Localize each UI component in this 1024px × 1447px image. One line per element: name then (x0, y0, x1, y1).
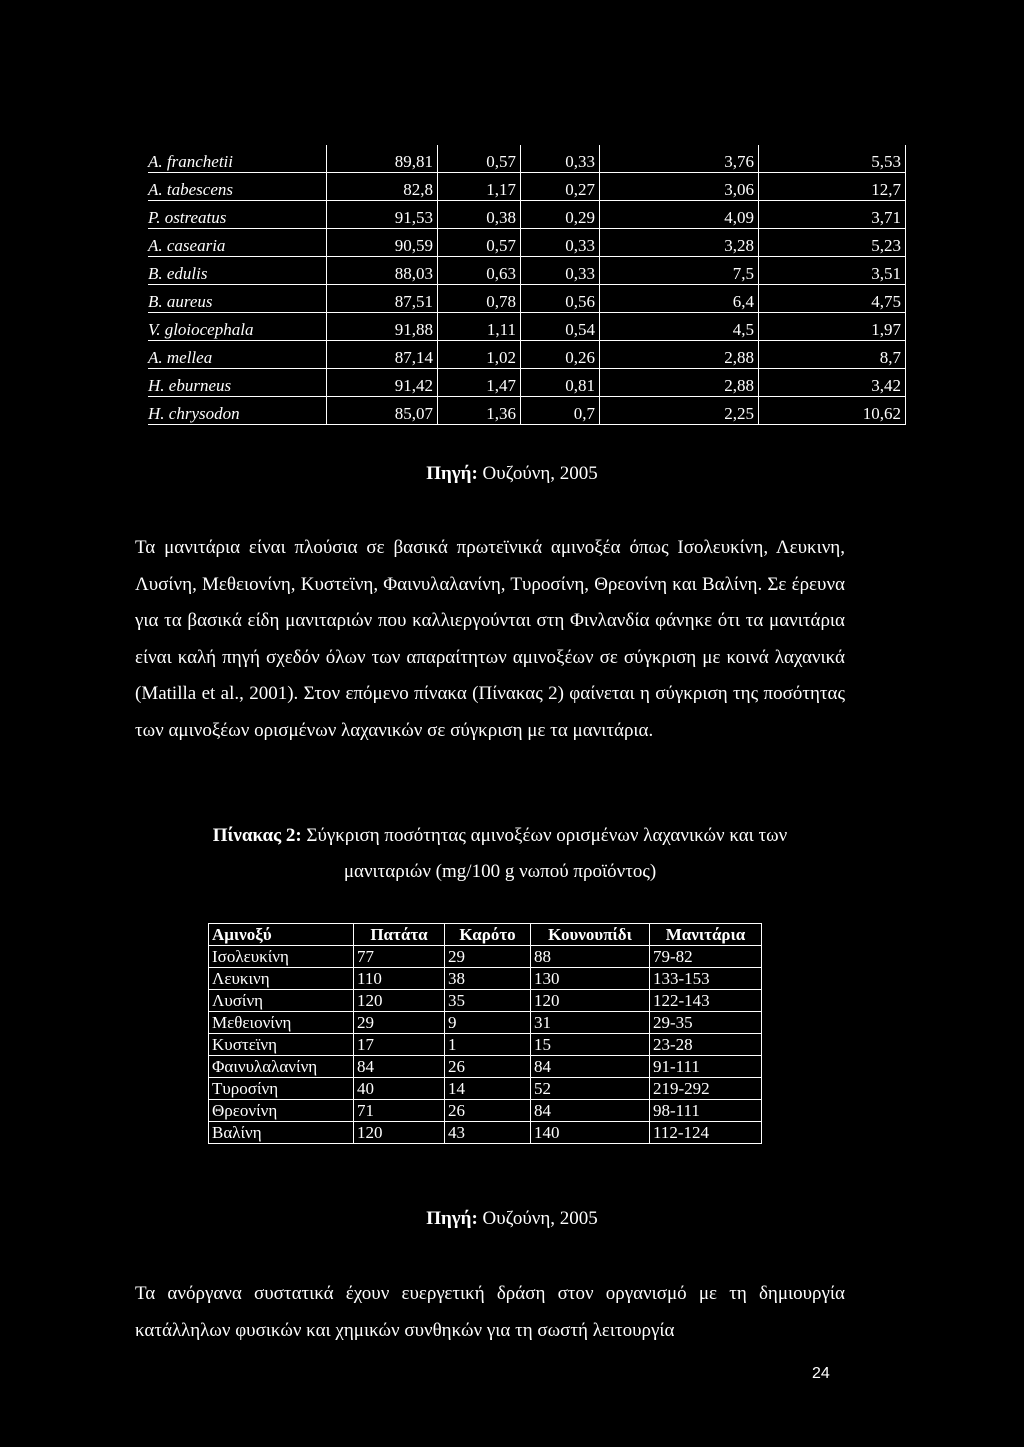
table-cell: 9 (445, 1012, 531, 1034)
table-cell: 31 (531, 1012, 650, 1034)
table-cell: 3,28 (600, 229, 759, 257)
table-cell: 140 (531, 1122, 650, 1144)
table-row (209, 1078, 762, 1100)
table-cell: 0,33 (521, 229, 600, 257)
table-cell: 1,36 (438, 397, 521, 425)
table-cell: 91,42 (327, 369, 438, 397)
table-cell: 87,14 (327, 341, 438, 369)
table2-title-label: Πίνακας 2: (212, 825, 302, 846)
amino-acid-name: Ισολευκίνη (209, 946, 354, 968)
table-cell: 29 (445, 946, 531, 968)
table-cell: 1,11 (438, 313, 521, 341)
table-cell: 1,17 (438, 173, 521, 201)
table-row (209, 990, 762, 1012)
table-cell: 0,57 (438, 229, 521, 257)
table-cell: 23-28 (650, 1034, 762, 1056)
table-cell: 0,29 (521, 201, 600, 229)
table-row (209, 1122, 762, 1144)
table-cell: 77 (354, 946, 445, 968)
table-cell: 1,97 (759, 313, 906, 341)
page-number: 24 (812, 1365, 830, 1382)
table-cell: 26 (445, 1100, 531, 1122)
table-cell: 82,8 (327, 173, 438, 201)
table-cell: 2,88 (600, 341, 759, 369)
table-cell: 5,23 (759, 229, 906, 257)
table-cell: 120 (531, 990, 650, 1012)
column-header: Καρότο (445, 924, 531, 946)
source-text: Ουζούνη, 2005 (477, 463, 598, 484)
amino-acid-name: Μεθειονίνη (209, 1012, 354, 1034)
table-cell: 2,88 (600, 369, 759, 397)
amino-acid-name: Λυσίνη (209, 990, 354, 1012)
column-header: Κουνουπίδι (531, 924, 650, 946)
table-row (148, 369, 906, 397)
table-cell: 0,33 (521, 257, 600, 285)
table-cell: 130 (531, 968, 650, 990)
table-row (148, 173, 906, 201)
amino-acid-comparison-table (208, 923, 762, 1144)
table-cell: 3,71 (759, 201, 906, 229)
species-name: A. mellea (148, 341, 327, 369)
table-cell: 6,4 (600, 285, 759, 313)
table-row (148, 229, 906, 257)
table2-source (0, 1208, 1024, 1230)
table-cell: 88 (531, 946, 650, 968)
table-cell: 0,78 (438, 285, 521, 313)
amino-acid-name: Φαινυλαλανίνη (209, 1056, 354, 1078)
table-cell: 133-153 (650, 968, 762, 990)
amino-acid-name: Κυστεϊνη (209, 1034, 354, 1056)
table-cell: 0,33 (521, 145, 600, 173)
table-cell: 110 (354, 968, 445, 990)
species-name: A. franchetii (148, 145, 327, 173)
table-cell: 3,42 (759, 369, 906, 397)
table-cell: 98-111 (650, 1100, 762, 1122)
table2-title-line2: μανιταριών (mg/100 g νωπού προϊόντος) (343, 861, 657, 882)
table-row (209, 1012, 762, 1034)
table-cell: 88,03 (327, 257, 438, 285)
table-cell: 35 (445, 990, 531, 1012)
source-text: Ουζούνη, 2005 (477, 1208, 598, 1229)
species-name: V. gloiocephala (148, 313, 327, 341)
table-cell: 0,27 (521, 173, 600, 201)
table-cell: 120 (354, 990, 445, 1012)
table-cell: 15 (531, 1034, 650, 1056)
amino-acid-name: Τυροσίνη (209, 1078, 354, 1100)
table-cell: 91-111 (650, 1056, 762, 1078)
table-cell: 8,7 (759, 341, 906, 369)
amino-acid-name: Βαλίνη (209, 1122, 354, 1144)
column-header: Αμινοξύ (209, 924, 354, 946)
column-header: Πατάτα (354, 924, 445, 946)
table-cell: 43 (445, 1122, 531, 1144)
table-cell: 0,57 (438, 145, 521, 173)
table-cell: 0,38 (438, 201, 521, 229)
table-row (209, 946, 762, 968)
amino-acid-name: Λευκινη (209, 968, 354, 990)
table-cell: 91,88 (327, 313, 438, 341)
table-cell: 91,53 (327, 201, 438, 229)
table-row (209, 1034, 762, 1056)
table-cell: 52 (531, 1078, 650, 1100)
table-row (148, 201, 906, 229)
species-name: A. casearia (148, 229, 327, 257)
table-row (148, 397, 906, 425)
table-row (148, 285, 906, 313)
table-row (148, 257, 906, 285)
species-name: H. chrysodon (148, 397, 327, 425)
table-cell: 79-82 (650, 946, 762, 968)
table2-title-line1: Σύγκριση ποσότητας αμινοξέων ορισμένων λαχανικών και των (301, 825, 788, 846)
table-cell: 2,25 (600, 397, 759, 425)
table-cell: 38 (445, 968, 531, 990)
mushroom-composition-table (148, 145, 906, 425)
table-cell: 5,53 (759, 145, 906, 173)
species-name: H. eburneus (148, 369, 327, 397)
table-cell: 3,76 (600, 145, 759, 173)
table-cell: 17 (354, 1034, 445, 1056)
source-label: Πηγή: (426, 463, 478, 484)
table-cell: 0,26 (521, 341, 600, 369)
table-row (209, 968, 762, 990)
table-cell: 120 (354, 1122, 445, 1144)
table-cell: 3,51 (759, 257, 906, 285)
table-cell: 29 (354, 1012, 445, 1034)
species-name: B. aureus (148, 285, 327, 313)
table2-title (150, 818, 850, 890)
table-row (209, 1100, 762, 1122)
body-paragraph: Τα μανιτάρια είναι πλούσια σε βασικά πρωτεϊνικά αμινοξέα όπως Ισολευκίνη, Λευκινη, Λυσίνη, Μεθειονίνη, Κυστεϊνη, Φαινυλαλανίνη, Τυροσίνη, Θρεονίνη και Βαλίνη. Σε έρευνα για τα βασικά είδη μανιταριών που καλλιεργούνται στη Φινλανδία φάνηκε ότι τα μανιτάρια είναι καλή πηγή σχεδόν όλων των απαραίτητων αμινοξέων σε σύγκριση με κοινά λαχανικά (Matilla et al., 2001). Στον επόμενο πίνακα (Πίνακας 2) φαίνεται η σύγκριση της ποσότητας των αμινοξέων ορισμένων λαχανικών σε σύγκριση με τα μανιτάρια. (135, 537, 845, 741)
table-cell: 10,62 (759, 397, 906, 425)
table-cell: 12,7 (759, 173, 906, 201)
source-label: Πηγή: (426, 1208, 478, 1229)
table-cell: 29-35 (650, 1012, 762, 1034)
table-cell: 112-124 (650, 1122, 762, 1144)
body-paragraph: Τα ανόργανα συστατικά έχουν ευεργετική δράση στον οργανισμό με τη δημιουργία κατάλληλων φυσικών και χημικών συνθηκών για τη σωστή λειτουργία (135, 1283, 845, 1341)
table-cell: 14 (445, 1078, 531, 1100)
table-header-row (209, 924, 762, 946)
table-cell: 4,09 (600, 201, 759, 229)
table-cell: 26 (445, 1056, 531, 1078)
species-name: B. edulis (148, 257, 327, 285)
table-cell: 4,75 (759, 285, 906, 313)
table-cell: 0,63 (438, 257, 521, 285)
table-cell: 71 (354, 1100, 445, 1122)
table-cell: 4,5 (600, 313, 759, 341)
table-cell: 89,81 (327, 145, 438, 173)
table-cell: 1,47 (438, 369, 521, 397)
table-cell: 85,07 (327, 397, 438, 425)
table-cell: 0,81 (521, 369, 600, 397)
table-cell: 84 (354, 1056, 445, 1078)
table-cell: 122-143 (650, 990, 762, 1012)
table-cell: 0,56 (521, 285, 600, 313)
column-header: Μανιτάρια (650, 924, 762, 946)
table-cell: 1 (445, 1034, 531, 1056)
table-cell: 84 (531, 1100, 650, 1122)
table1-source (0, 463, 1024, 485)
table-cell: 3,06 (600, 173, 759, 201)
table-cell: 219-292 (650, 1078, 762, 1100)
table-row (148, 313, 906, 341)
table-cell: 7,5 (600, 257, 759, 285)
table-cell: 40 (354, 1078, 445, 1100)
table-row (148, 341, 906, 369)
amino-acid-name: Θρεονίνη (209, 1100, 354, 1122)
table-cell: 0,7 (521, 397, 600, 425)
table-cell: 0,54 (521, 313, 600, 341)
table-cell: 87,51 (327, 285, 438, 313)
species-name: A. tabescens (148, 173, 327, 201)
table-cell: 1,02 (438, 341, 521, 369)
species-name: P. ostreatus (148, 201, 327, 229)
table-cell: 84 (531, 1056, 650, 1078)
table-row (209, 1056, 762, 1078)
table-cell: 90,59 (327, 229, 438, 257)
table-row (148, 145, 906, 173)
